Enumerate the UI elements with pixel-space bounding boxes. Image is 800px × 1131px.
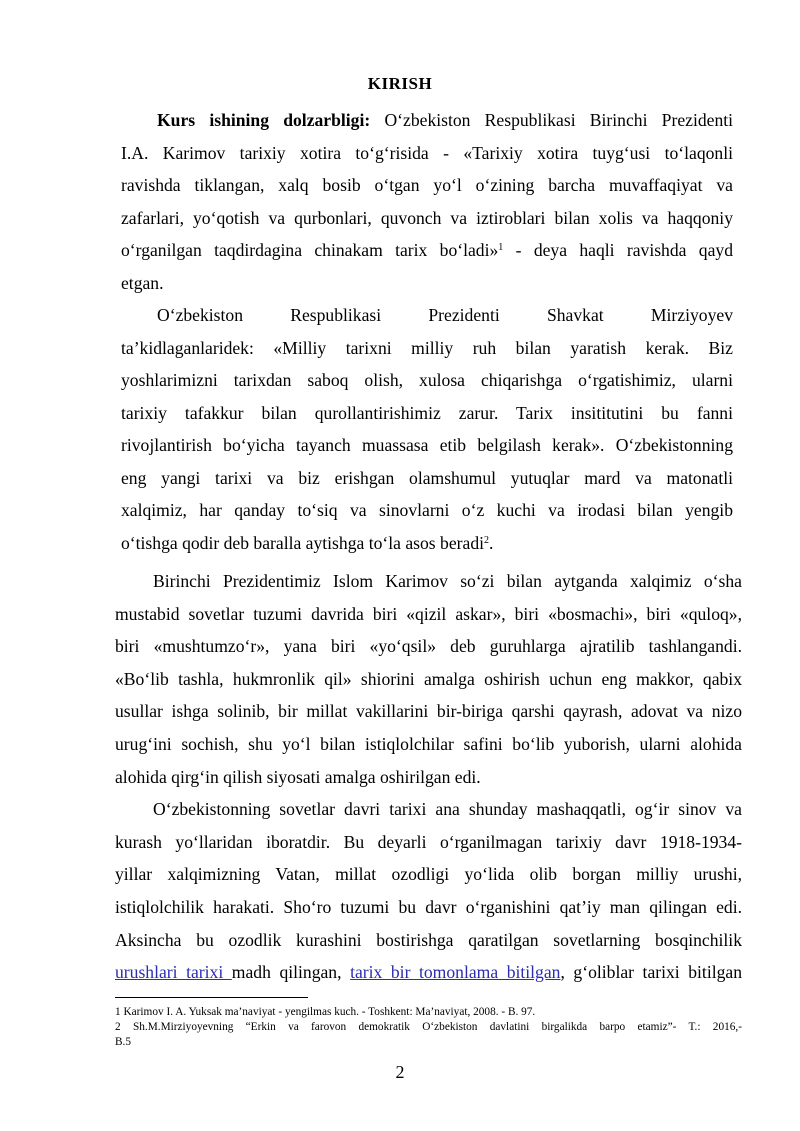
hyperlink-urushlari-tarixi[interactable]: urushlari tarixi (115, 962, 232, 983)
footnote-2-continuation: B.5 (115, 1036, 132, 1048)
hyperlink-tarix-bir-tomonlama[interactable]: tarix bir tomonlama bitilgan (350, 962, 561, 983)
paragraph-line: yoshlarimizni tarixdan saboq olish, xulosa chiqarishga o‘rgatishimiz, ularni (121, 370, 733, 390)
paragraph-line: zafarlari, yo‘qotish va qurbonlari, quvonch va iztiroblari bilan xolis va haqqoniy (121, 207, 733, 228)
paragraph-line: eng yangi tarixi va biz erishgan olamshumul yutuqlar mard va matonatli (121, 467, 733, 488)
paragraph-line: etgan. (121, 272, 164, 293)
paragraph-line: urushlari tarixi madh qilingan, tarix bir tomonlama bitilgan, g‘oliblar tarixi bitilgan (115, 962, 742, 983)
paragraph-line: o‘rganilgan taqdirdagina chinakam tarix bo‘ladi»$^1$ - deya haqli ravishda qayd (121, 240, 733, 260)
paragraph-line: o‘tishga qodir deb baralla aytishga to‘la asos beradi$^2$. (121, 532, 494, 553)
paragraph-line: tarixiy tafakkur bilan qurollantirishimiz zarur. Tarix insititutini bu fanni (121, 402, 733, 423)
paragraph-line: usullar ishga solinib, bir millat vakillarini bir-biriga qarshi qayrash, adovat va nizo (115, 701, 742, 722)
paragraph-line: O‘zbekistonning sovetlar davri tarixi ana shunday mashaqqatli, og‘ir sinov va (153, 799, 742, 820)
paragraph-line: xalqimiz, har qanday to‘siq va sinovlarni o‘z kuchi va irodasi bilan yengib (121, 500, 733, 520)
footnotes (115, 1005, 742, 1050)
paragraph-line: rivojlantirish bo‘yicha tayanch muassasa etib belgilash kerak». O‘zbekistonning (121, 435, 733, 455)
footnote-2: 2 Sh.M.Mirziyoyevning “Erkin va farovon demokratik O‘zbekiston davlatini birgalikda barpo etamiz”- T.: 2016,- (115, 1021, 742, 1033)
body-text-lower (115, 565, 742, 989)
paragraph-line: Kurs ishining dolzarbligi: O‘zbekiston Respublikasi Birinchi Prezidenti (157, 110, 733, 130)
body-text-upper (121, 104, 733, 559)
footnote-1: 1 Karimov I. A. Yuksak ma’naviyat - yengilmas kuch. - Toshkent: Ma’naviyat, 2008. - B. 97. (115, 1006, 536, 1018)
paragraph-line: biri «mushtumzo‘r», yana biri «yo‘qsil» deb guruhlarga ajratilib tashlangandi. (115, 636, 742, 657)
paragraph-line: kurash yo‘llaridan iboratdir. Bu deyarli o‘rganilmagan tarixiy davr 1918-1934- (115, 831, 742, 852)
paragraph-line: alohida qirg‘in qilish siyosati amalga oshirilgan edi. (115, 766, 481, 787)
paragraph-line: urug‘ini sochish, shu yo‘l bilan istiqlolchilar safini bo‘lib yuborish, ularni alohida (115, 733, 742, 754)
page-number: 2 (395, 1062, 405, 1082)
paragraph-line: Aksincha bu ozodlik kurashini bostirishga qaratilgan sovetlarning bosqinchilik (115, 929, 742, 950)
paragraph-line: O‘zbekiston Respublikasi Prezidenti Shavkat Mirziyoyev (157, 305, 733, 325)
paragraph-line: istiqlolchilik harakati. Sho‘ro tuzumi bu davr o‘rganishini qat’iy man qilingan edi. (115, 896, 742, 917)
paragraph-line: mustabid sovetlar tuzumi davrida biri «qizil askar», biri «bosmachi», biri «quloq», (115, 603, 742, 624)
page-title: KIRISH (367, 74, 433, 93)
paragraph-line: I.A. Karimov tarixiy xotira to‘g‘risida - «Tarixiy xotira tuyg‘usi to‘laqonli (121, 142, 733, 163)
footnote-ref-2: 2 (484, 534, 489, 546)
paragraph-line: ravishda tiklangan, xalq bosib o‘tgan yo‘l o‘zining barcha muvaffaqiyat va (121, 175, 733, 195)
paragraph-line: ta’kidlaganlaridek: «Milliy tarixni milliy ruh bilan yaratish kerak. Biz (121, 337, 733, 358)
paragraph-line: «Bo‘lib tashla, hukmronlik qil» shiorini amalga oshirish uchun eng makkor, qabix (115, 668, 742, 689)
footnote-separator (115, 997, 308, 998)
section-lead: Kurs ishining dolzarbligi: (157, 110, 371, 130)
paragraph-line: yillar xalqimizning Vatan, millat ozodligi yo‘lida olib borgan milliy urushi, (115, 864, 742, 885)
footnote-ref-1: 1 (498, 242, 504, 253)
paragraph-line: Birinchi Prezidentimiz Islom Karimov so‘zi bilan aytganda xalqimiz o‘sha (153, 571, 742, 591)
